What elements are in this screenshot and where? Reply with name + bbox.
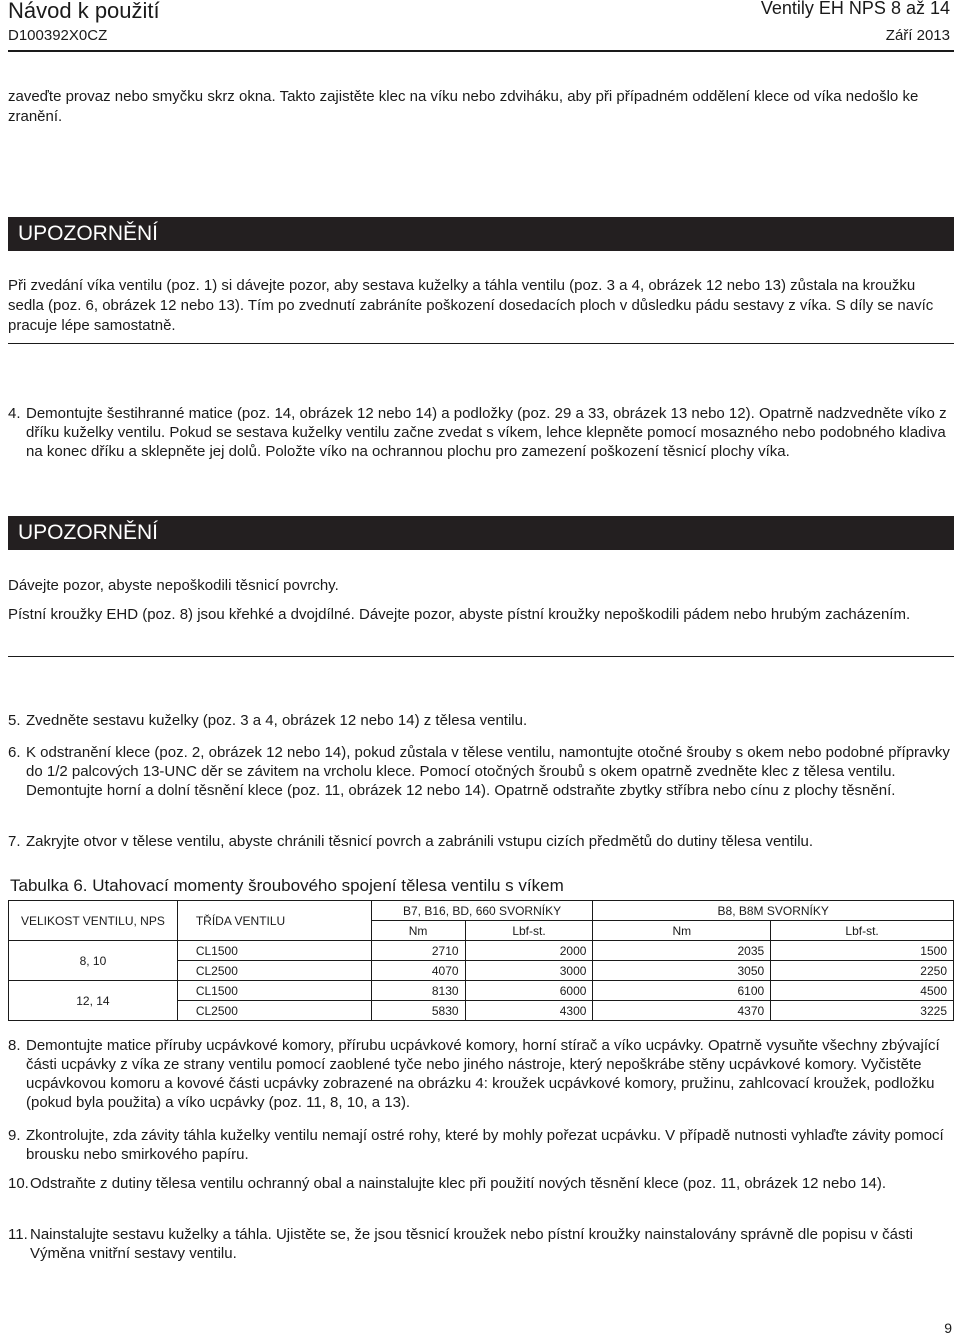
cell-value: 2035 [593, 941, 771, 961]
step-4 [8, 404, 954, 461]
warning-text-1: Při zvedání víka ventilu (poz. 1) si dávejte pozor, aby sestava kuželky a táhla ventilu (poz. 3 a 4, obrázek 12 nebo 13) zůstala na kroužku sedla (poz. 6, obrázek 12 nebo 13). Tím po zvednutí zabráníte poškození dosedacích ploch v důsledku pádu sestavy z víka. S díly se navíc pracuje lépe samostatně. [8, 277, 934, 334]
page-number: 9 [944, 1320, 952, 1336]
table-header-row [9, 901, 954, 921]
warning-text-2a: Dávejte pozor, abyste nepoškodili těsnicí povrchy. [8, 577, 339, 594]
step-text: Demontujte šestihranné matice (poz. 14, obrázek 12 nebo 14) a podložky (poz. 29 a 33, obrázek 13 nebo 12). Opatrně nadzvedněte víko z dříku kuželky ventilu. Pokud se sestava kuželky ventilu začne zvedat s víkem, lehce klepněte pomocí mosazného nebo podobného kladiva na konec dříku a sklepněte jej dolů. Položte víko na ochrannou plochu pro zamezení poškození těsnicí plochy víka. [26, 405, 947, 460]
warning-banner-2: UPOZORNĚNÍ [8, 516, 954, 550]
step-number: 4. [8, 405, 21, 422]
col-group-b7: B7, B16, BD, 660 SVORNÍKY [371, 901, 593, 921]
step-number: 6. [8, 744, 21, 761]
step-number: 8. [8, 1037, 21, 1054]
col-valve-class: TŘÍDA VENTILU [177, 901, 371, 941]
unit-lbf: Lbf-st. [465, 921, 593, 941]
cell-value: 2000 [465, 941, 593, 961]
step-6 [8, 743, 954, 800]
cell-value: 4500 [771, 981, 954, 1001]
step-10 [8, 1174, 954, 1193]
cell-size: 12, 14 [9, 981, 178, 1021]
header-rule [8, 50, 954, 52]
document-title: Návod k použití [8, 0, 160, 23]
step-7 [8, 832, 954, 851]
cell-value: 4370 [593, 1001, 771, 1021]
warning-banner-1: UPOZORNĚNÍ [8, 217, 954, 251]
table-caption: Tabulka 6. Utahovací momenty šroubového spojení tělesa ventilu s víkem [10, 876, 564, 895]
cell-value: 8130 [371, 981, 465, 1001]
step-8 [8, 1036, 954, 1112]
table-row [9, 981, 954, 1001]
cell-value: 6100 [593, 981, 771, 1001]
warning-text-2b: Pístní kroužky EHD (poz. 8) jsou křehké a dvojdílné. Dávejte pozor, abyste pístní kroužky nepoškodili pádem nebo hrubým zacházením. [8, 606, 911, 623]
cell-size: 8, 10 [9, 941, 178, 981]
step-5 [8, 711, 954, 730]
cell-class: CL1500 [177, 981, 371, 1001]
step-text: Demontujte matice příruby ucpávkové komory, přírubu ucpávkové komory, horní stírač a víko ucpávky. Opatrně vysuňte všechny zbývající části ucpávky z víka ze strany ventilu pomocí zaoblené tyče nebo jiného nástroje, který nepoškrábe stěny ucpávkové komory. Vyčistěte ucpávkovou komoru a kovové části ucpávky zobrazené na obrázku 4: kroužek ucpávkové komory, pružinu, zahlcovací kroužek, podložku (pokud byla použita) a víko ucpávky (poz. 11, 8, 10, a 13). [26, 1037, 940, 1111]
cell-value: 2710 [371, 941, 465, 961]
step-text: Odstraňte z dutiny tělesa ventilu ochranný obal a nainstalujte klec při použití nových těsnění klece (poz. 11, obrázek 12 nebo 14). [30, 1175, 887, 1192]
step-number: 7. [8, 833, 21, 850]
cell-value: 3000 [465, 961, 593, 981]
torque-table [8, 900, 954, 1021]
cell-value: 6000 [465, 981, 593, 1001]
cell-value: 4300 [465, 1001, 593, 1021]
unit-nm: Nm [593, 921, 771, 941]
step-9 [8, 1126, 954, 1164]
product-name: Ventily EH NPS 8 až 14 [760, 0, 950, 18]
unit-nm: Nm [371, 921, 465, 941]
warning-rule-2 [8, 656, 954, 657]
step-text: Zakryjte otvor v tělese ventilu, abyste chránili těsnicí povrch a zabránili vstupu cizích předmětů do dutiny tělesa ventilu. [26, 833, 814, 850]
cell-value: 1500 [771, 941, 954, 961]
step-number: 5. [8, 712, 21, 729]
cell-value: 5830 [371, 1001, 465, 1021]
document-date: Září 2013 [885, 27, 950, 44]
intro-paragraph: zaveďte provaz nebo smyčku skrz okna. Takto zajistěte klec na víku nebo zdviháku, aby při případném oddělení klece od víka nedošlo ke zranění. [8, 88, 919, 125]
step-text: Nainstalujte sestavu kuželky a táhla. Ujistěte se, že jsou těsnicí kroužek nebo pístní kroužky nainstalovány správně dle popisu v části Výměna vnitřní sestavy ventilu. [30, 1226, 913, 1262]
cell-class: CL2500 [177, 1001, 371, 1021]
cell-value: 4070 [371, 961, 465, 981]
step-11 [8, 1225, 954, 1263]
step-number: 11. [8, 1226, 28, 1243]
step-text: K odstranění klece (poz. 2, obrázek 12 nebo 14), pokud zůstala v tělese ventilu, namontujte otočné šrouby s okem nebo podobné přípravky do 1/2 palcových 13-UNC děr se závitem na vrcholu klece. Pomocí otočných šroubů s okem opatrně zvedněte klec z tělesa ventilu. Demontujte horní a dolní těsnění klece (poz. 11, obrázek 12 nebo 14). Opatrně odstraňte zbytky stříbra nebo cínu z plochy těsnění. [26, 744, 950, 799]
step-number: 10. [8, 1175, 29, 1192]
step-text: Zkontrolujte, zda závity táhla kuželky ventilu nemají ostré rohy, které by mohly pořezat ucpávku. V případě nutnosti vyhlaďte závity pomocí brousku nebo smirkového papíru. [26, 1127, 944, 1163]
cell-value: 2250 [771, 961, 954, 981]
col-group-b8: B8, B8M SVORNÍKY [593, 901, 954, 921]
cell-class: CL1500 [177, 941, 371, 961]
warning-rule-1 [8, 343, 954, 344]
table-row [9, 941, 954, 961]
unit-lbf: Lbf-st. [771, 921, 954, 941]
cell-value: 3225 [771, 1001, 954, 1021]
col-valve-size: VELIKOST VENTILU, NPS [9, 901, 178, 941]
cell-class: CL2500 [177, 961, 371, 981]
document-code: D100392X0CZ [8, 27, 108, 44]
step-text: Zvedněte sestavu kuželky (poz. 3 a 4, obrázek 12 nebo 14) z tělesa ventilu. [26, 712, 528, 729]
step-number: 9. [8, 1127, 21, 1144]
cell-value: 3050 [593, 961, 771, 981]
